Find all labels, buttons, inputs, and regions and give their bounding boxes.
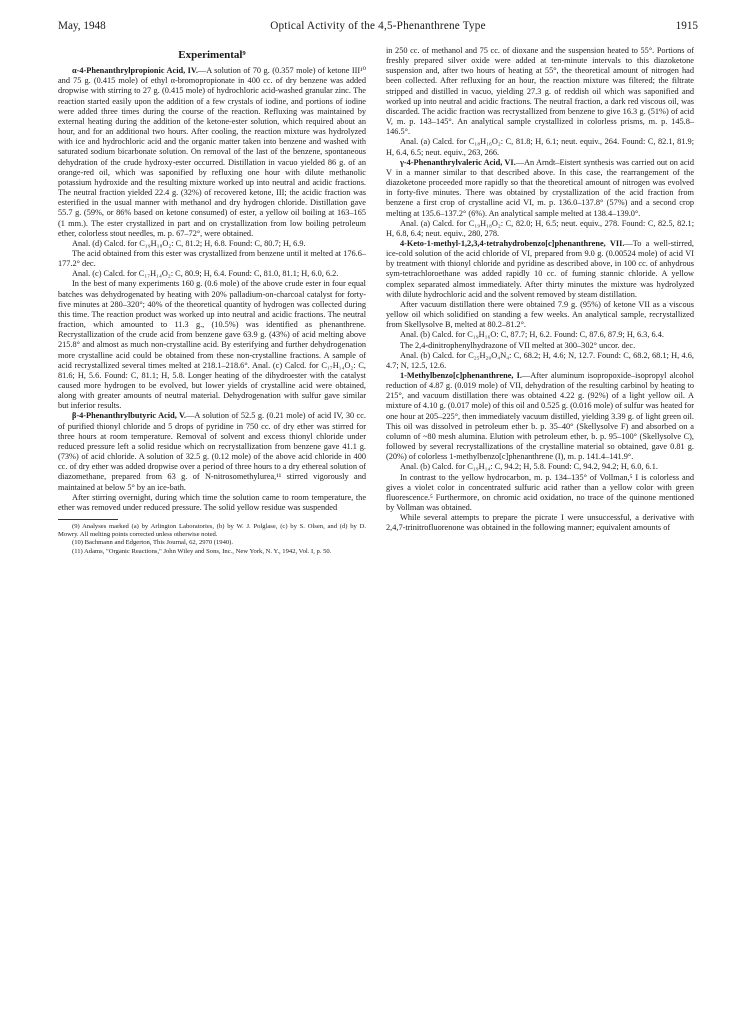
footnote: (9) Analyses marked (a) by Arlington Laboratories, (b) by W. J. Polglase, (c) by S. Olsen, and (d) by D. Mowry. All melting points corrected unless otherwise noted. [58,523,366,539]
paragraph-text: Anal. (b) Calcd. for C₁₉H₁₆O: C, 87.7; H, 6.2. Found: C, 87.6, 87.9; H, 6.3, 6.4. [400,330,664,340]
subsection-title: β-4-Phenanthrylbutyric Acid, V. [72,411,187,421]
paragraph [58,279,366,411]
paragraph-text: —A solution of 70 g. (0.357 mole) of ketone III¹⁰ and 75 g. (0.415 mole) of ethyl α-bromopropionate in 400 cc. of dry benzene was added dropwise with stirring to 27 g. (0.415 mole) of hydrochloric acid-washed granular zinc. The reaction started easily upon the addition of a few crystals of iodine, and portions of iodine were added three times during the course of the reaction. Refluxing was maintained by external heating during the addition of the ketone-ester solution, which required about an hour, and for an additional two hours. After cooling, the reaction mixture was hydrolyzed with ice and hydrochloric acid and the organic matter taken into benzene and washed with saturated sodium bicarbonate solution. On removal of the last of the benzene, spontaneous dehydration of the crude hydroxy-ester occurred. Distillation in vacuo yielded 86 g. of an orange-red oil, which was saponified by refluxing one hour with dilute methanolic potassium hydroxide and the resulting mixture worked up into neutral and acidic fractions. The neutral fraction yielded 22.4 g. (32%) of recovered ketone, III; the acidic fraction was esterified in the usual manner with methanol and dry hydrogen chloride. Distillation gave 55.7 g. (59%, or 86% based on ketone consumed) of ester, a yellow oil boiling at 163–165 (1 mm.). The ester crystallized in part and on crystallization from low boiling petroleum ether, colorless stout needles, m. p. 67–72°, were obtained. [58,66,366,238]
header-page-number: 1915 [675,20,698,32]
footnote: (10) Bachmann and Edgerton, This Journal, 62, 2970 (1940). [72,539,234,547]
paragraph [386,462,694,472]
paragraph-text: —A solution of 52.5 g. (0.21 mole) of acid IV, 30 cc. of purified thionyl chloride and 5 drops of pyridine in 750 cc. of dry ether was stirred for three hours at room temperature. Removal of solvent and excess thionyl chloride under reduced pressure left a solid residue which on recrystallization from benzene gave 41.1 g. (73%) of acid chloride. A solution of 32.5 g. (0.12 mole) of the above acid chloride in 400 cc. of dry ether was added dropwise over a period of three hours to a dry ethereal solution of diazomethane, prepared from 63 g. of N-nitrosomethylurea,¹¹ stirred vigorously and maintained at below 5° by an ice-bath. [58,411,366,492]
footnote: (11) Adams, "Organic Reactions," John Wiley and Sons, Inc., New York, N. Y., 1942, Vol. I, p. 50. [72,547,332,555]
paragraph [386,371,694,462]
left-column [58,46,366,556]
paragraph-text: Anal. (d) Calcd. for C₁₉H₁₈O₂: C, 81.2; H, 6.8. Found: C, 80.7; H, 6.9. [72,238,306,248]
subsection-title: α-4-Phenanthrylpropionic Acid, IV. [72,66,198,76]
paragraph [386,351,694,371]
paragraph-text: After vacuum distillation there were obtained 7.9 g. (95%) of ketone VII as a viscous yellow oil which solidified on standing a few weeks. An analytical sample, recrystallized from Skellysolve B, melted at 80.2–81.2°. [386,299,694,330]
paragraph [386,473,694,514]
paragraph-text: The 2,4-dinitrophenylhydrazone of VII melted at 300–302° uncor. dec. [400,340,636,350]
paragraph [58,493,366,513]
paragraph [386,219,694,239]
paragraph [386,341,694,351]
paragraph-text: In the best of many experiments 160 g. (0.6 mole) of the above crude ester in four equal batches was dehydrogenated by heating with 20% palladium-on-charcoal catalyst for forty-five minutes at 280–320°; 40% of the theoretical quantity of hydrogen was collected during this time. The reaction product was worked up into neutral and acidic fractions. The neutral fraction, which amounted to 11.3 g., (10.5%) was identified as phenanthrene. Recrystallization of the crude acid from benzene gave 63.9 g. (43%) of acid melting above 215.8° and almost as much non-crystalline acid. By esterifying and further dehydrogenation more crystalline acid could be obtained from these non-crystalline fractions. A sample of acid recrystallized several times melted at 218.1–218.6°. Anal. (c) Calcd. for C₁₇H₁₄O₂: C, 81.6; H, 5.6. Found: C, 81.1; H, 5.8. Longer heating of the dihydroester with the catalyst caused more hydrogen to be evolved, but lower yields of crystalline acid were obtained, along with greater amounts of neutral material. Dehydrogenation with sulfur gave similar but inferior results. [58,279,366,411]
paragraph-text: —An Arndt–Eistert synthesis was carried out on acid V in a manner similar to that described above. In this case, the rearrangement of the diazoketone proceeded more rapidly so that the theoretical amount of nitrogen was evolved in forty-five minutes. There was obtained by crystallization of the acid fraction from benzene a first crop of crystalline acid VI, m. p. 136.0–137.8° (57%) and a second crop melting at 135.6–137.2° (6%). An analytical sample melted at 138.4–139.0°. [386,157,694,218]
subsection-title: 1-Methylbenzo[c]phenanthrene, I. [400,371,522,380]
paragraph-text: in 250 cc. of methanol and 75 cc. of dioxane and the suspension heated to 55°. Portions of freshly prepared silver oxide were added at ten-minute intervals to this diazoketone suspension and, after two hours of heating at 55°, the theoretical amount of nitrogen had been collected. After refluxing for an hour, the reaction mixture was filtered; the filtrate stripped and distilled in vacuo, yielding 27.3 g. of reddish oil which was saponified and worked up into neutral and acidic fractions. The neutral fraction, a dark red viscous oil, was discarded. The acidic fraction was recrystallized from benzene to give 16.3 g. (51%) of acid V, m. p. 143–145°. An analytical sample crystallized in colorless prisms, m. p. 145.8–146.5°. [386,46,694,137]
paragraph-text: Anal. (b) Calcd. for C₁₉H₁₄: C, 94.2; H, 5.8. Found: C, 94.2, 94.2; H, 6.0, 6.1. [400,462,658,472]
paragraph-text: —After aluminum isopropoxide–isopropyl alcohol reduction of 4.87 g. (0.019 mole) of VII, dehydration of the resulting carbinol by heating to 215°, and vacuum distillation there was obtained 4.22 g. (92%) of a light yellow oil. A mixture of 4.10 g. (0.017 mole) of this oil and 0.525 g. (0.016 mole) of sulfur was heated for one hour at 205–225°, then immediately vacuum distilled, yielding 3.39 g. of light green oil. This oil was dissolved in petroleum ether b. p. 35–40° (Skellysolve F) and absorbed on a column of ~80 mesh alumina. Elution with petroleum ether, b. p. 95–100° (Skellysolve C), followed by several recrystallizations of the crystalline material so obtained, gave 0.81 g. (20%) of colorless 1-methylbenzo[c]phenanthrene (I), m. p. 141.4–141.9°. [386,371,694,462]
paragraph [58,249,366,269]
paragraph-text: The acid obtained from this ester was crystallized from benzene until it melted at 176.6–177.2° dec. [58,248,366,269]
paragraph-text: Anal. (a) Calcd. for C₁₉H₁₈O₂: C, 82.0; H, 6.5; neut. equiv., 278. Found: C, 82.5, 82.1; H, 6.8, 6.4; neut. equiv., 280, 278. [386,218,694,238]
header-title: Optical Activity of the 4,5-Phenanthrene Type [270,20,486,32]
paragraph [386,158,694,219]
paragraph [58,239,366,249]
subsection-title: γ-4-Phenanthrylvaleric Acid, VI. [400,157,516,167]
running-header [58,20,698,36]
paragraph [386,513,694,533]
section-heading: Experimental⁹ [178,49,246,61]
paragraph [58,269,366,279]
paragraph-text: In contrast to the yellow hydrocarbon, m. p. 134–135° of Vollman,⁵ I is colorless and gives a violet color in concentrated sulfuric acid rather than a yellow color with green fluorescence.⁵ Furthermore, on chromic acid oxidation, no trace of the quinone mentioned by Vollman was obtained. [386,472,694,513]
footnote-rule [58,519,118,520]
paragraph [386,239,694,300]
paragraph-text: While several attempts to prepare the picrate I were unsuccessful, a derivative with 2,4,7-trinitrofluorenone was obtained in the following manner; equivalent amounts of [386,513,694,533]
paragraph-text: Anal. (b) Calcd. for C₂₅H₂₀O₄N₄: C, 68.2; H, 4.6; N, 12.7. Found: C, 68.2, 68.1; H, 4.6, 4.7; N, 12.5, 12.6. [386,350,694,370]
paragraph [386,46,694,137]
subsection-title: 4-Keto-1-methyl-1,2,3,4-tetrahydrobenzo[c]phenanthrene, VII. [400,238,625,248]
header-date: May, 1948 [58,20,106,32]
right-column [386,46,694,534]
footnotes [58,523,366,556]
paragraph [58,411,366,492]
paragraph [58,66,366,239]
left-paragraphs [58,66,366,513]
paragraph [386,330,694,340]
paragraph-text: After stirring overnight, during which time the solution came to room temperature, the ether was removed under reduced pressure. The solid yellow residue was suspended [58,492,366,512]
paragraph-text: Anal. (a) Calcd. for C₁₈H₁₆O₂: C, 81.8; H, 6.1; neut. equiv., 264. Found: C, 82.1, 81.9; H, 6.4, 6.5; neut. equiv., 263, 266. [386,137,694,157]
paragraph-text: Anal. (c) Calcd. for C₁₇H₁₄O₂: C, 80.9; H, 6.4. Found: C, 81.0, 81.1; H, 6.0, 6.2. [72,269,339,279]
paragraph-text: —To a well-stirred, ice-cold solution of the acid chloride of VI, prepared from 9.0 g. (0.00524 mole) of acid VI by treatment with thionyl chloride and pyridine as described above, in 100 cc. of anhydrous sym-tetrachloroethane was added rapidly 10 cc. of fuming stannic chloride. A yellow complex separated almost immediately. After thirty minutes the mixture was hydrolyzed with dilute hydrochloric acid and the solvent removed by steam distillation. [386,238,694,299]
paragraph [386,137,694,157]
paragraph [386,300,694,330]
right-paragraphs [386,46,694,534]
